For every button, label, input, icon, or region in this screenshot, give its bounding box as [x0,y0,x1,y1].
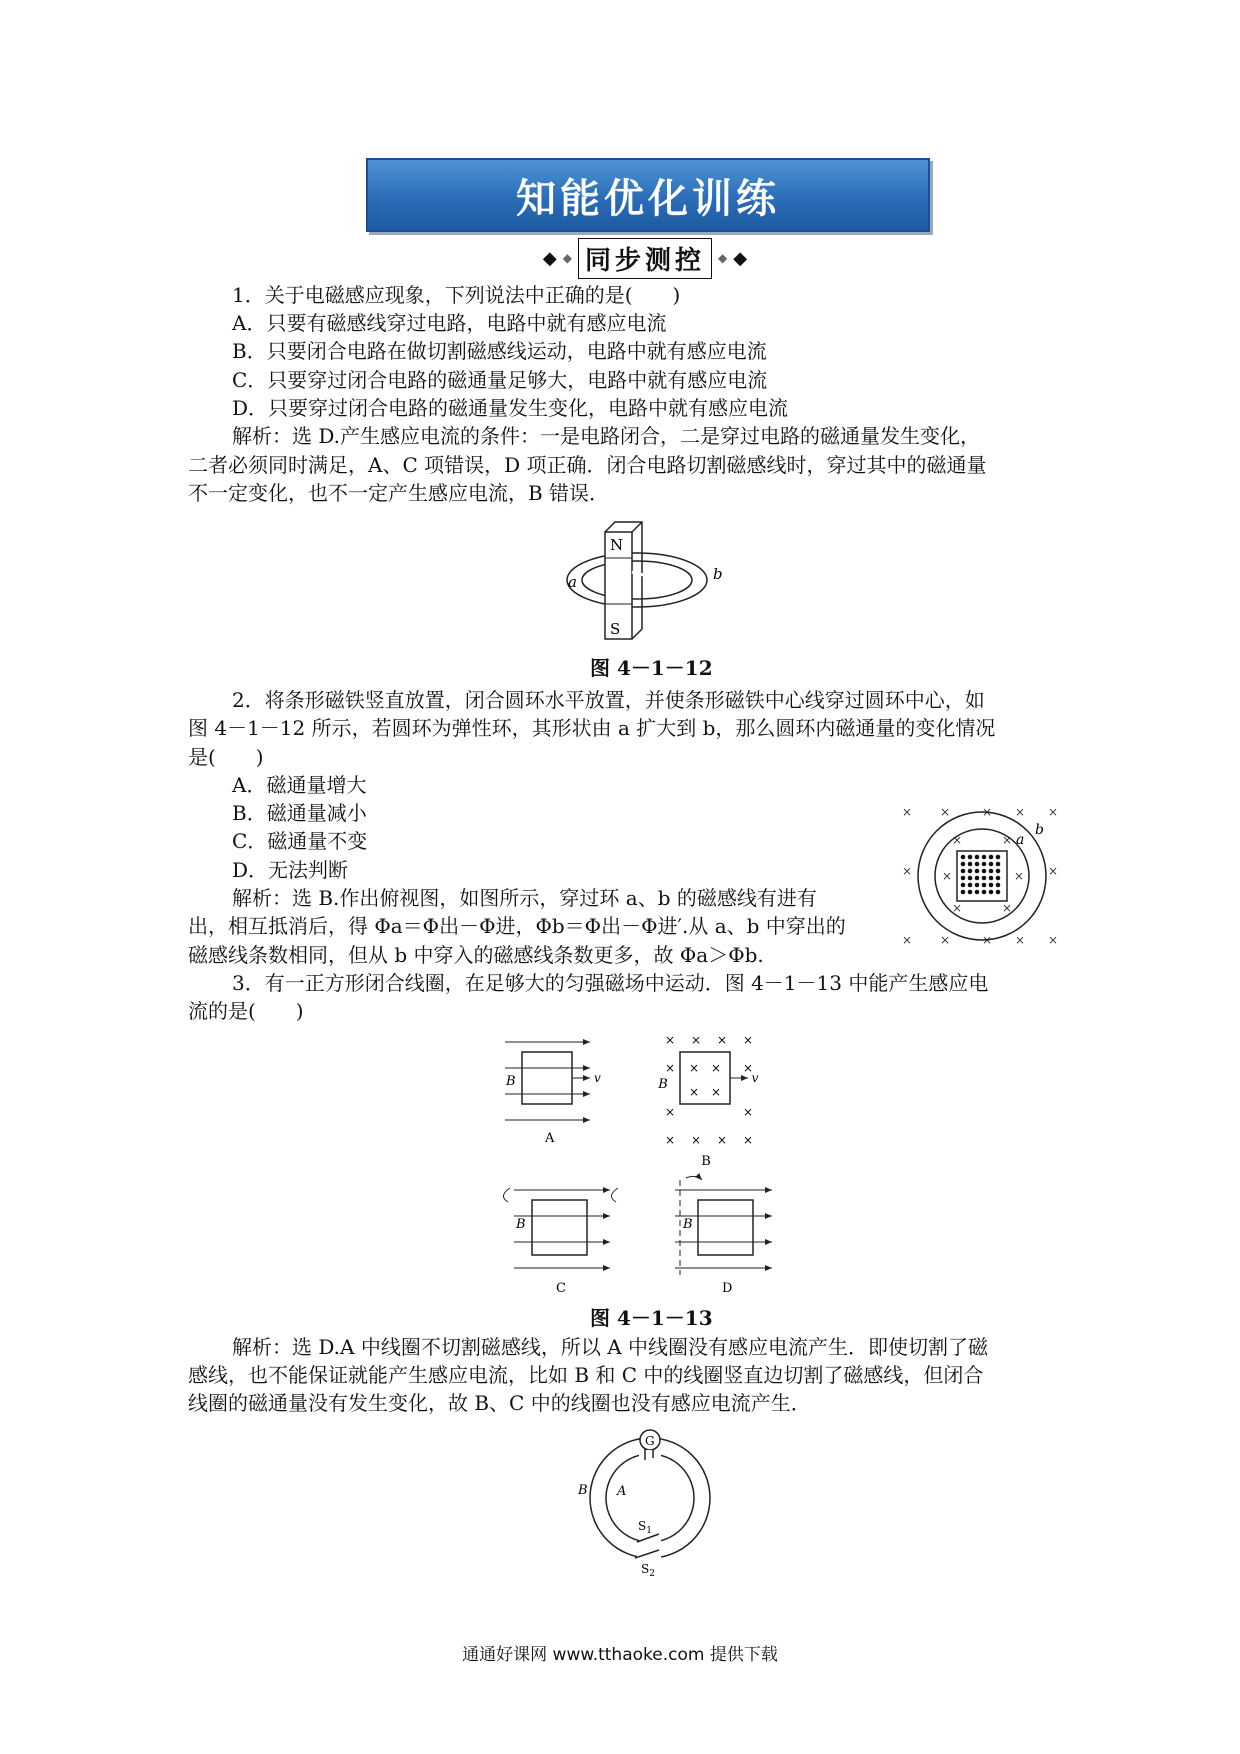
svg-text:×: × [1047,933,1059,947]
panel-a-label: A [545,1131,555,1146]
field-label: B [683,1217,693,1232]
q3-answer-line3: 线圈的磁通量没有发生变化，故 B、C 中的线圈也没有感应电流产生． [188,1391,811,1415]
svg-text:×: × [688,1085,700,1099]
field-label: B [516,1217,526,1232]
svg-text:×: × [716,1133,728,1147]
svg-text:×: × [742,1061,754,1075]
q1-option-c: C．只要穿过闭合电路的磁通量足够大，电路中就有感应电流 [232,368,768,392]
ring-b-label: b [713,565,723,583]
svg-text:×: × [1014,933,1026,947]
coil-b-label: B [578,1483,588,1498]
svg-text:×: × [901,933,913,947]
velocity-label: v [751,1071,759,1085]
q3-stem-line1: 3．有一正方形闭合线圈，在足够大的匀强磁场中运动．图 4－1－13 中能产生感应电 [232,971,989,995]
diamond-small-icon: ◆ [562,251,572,265]
svg-text:×: × [664,1033,676,1047]
switch-s1-label: $S_1$ [638,1519,652,1536]
svg-text:×: × [951,833,963,847]
q2-option-a: A．磁通量增大 [232,773,367,797]
svg-text:×: × [1047,864,1059,878]
panel-b [657,1033,758,1169]
panel-d-label: D [722,1281,733,1296]
svg-text:×: × [664,1133,676,1147]
panel-c [503,1188,618,1296]
diamond-icon: ◆ [733,247,748,269]
field-label: B [506,1074,516,1089]
svg-text:×: × [1001,901,1013,915]
svg-text:×: × [1014,805,1026,819]
subtitle-bar [515,238,775,278]
q2-option-c: C．磁通量不变 [232,829,368,853]
ring-a-label: a [568,573,577,591]
svg-text:×: × [688,1061,700,1075]
q1-stem: 1．关于电磁感应现象，下列说法中正确的是( ) [232,283,681,307]
panel-d [675,1176,772,1296]
svg-text:×: × [710,1061,722,1075]
diamond-icon: ◆ [542,247,557,269]
q1-option-d: D．只要穿过闭合电路的磁通量发生变化，电路中就有感应电流 [232,396,789,420]
q2-answer-line1: 解析：选 B.作出俯视图，如图所示，穿过环 a、b 的磁感线有进有 [232,886,817,910]
figure-circuit [575,1430,725,1579]
diamond-small-icon: ◆ [718,251,728,265]
svg-text:×: × [716,1033,728,1047]
ring-b-label: b [1035,822,1044,838]
svg-text:×: × [1047,805,1059,819]
svg-text:×: × [710,1085,722,1099]
svg-text:×: × [901,864,913,878]
galvanometer-label: G [645,1434,655,1448]
svg-text:×: × [939,805,951,819]
svg-text:×: × [664,1105,676,1119]
footer-text: 通通好课网 www.tthaoke.com 提供下载 [462,1645,778,1665]
banner-title: 知能优化训练 [516,175,780,222]
figure-coils [490,1030,790,1300]
q2-answer-line2: 出，相互抵消后，得 Φa＝Φ出－Φ进，Φb＝Φ出－Φ进′.从 a、b 中穿出的 [188,914,846,938]
q2-stem-line2: 图 4－1－12 所示，若圆环为弹性环，其形状由 a 扩大到 b，那么圆环内磁通量的变化情况 [188,716,996,740]
svg-text:×: × [742,1133,754,1147]
figure-12-caption: 图 4－1－12 [590,656,713,680]
q1-answer-line3: 不一定变化，也不一定产生感应电流，B 错误． [188,481,610,505]
q2-option-d: D．无法判断 [232,858,349,882]
field-label: B [658,1077,668,1092]
q1-option-b: B．只要闭合电路在做切割磁感线运动，电路中就有感应电流 [232,339,767,363]
velocity-label: v [594,1071,601,1085]
q1-answer-line1: 解析：选 D.产生感应电流的条件：一是电路闭合，二是穿过电路的磁通量发生变化， [232,424,981,448]
q2-stem-line1: 2．将条形磁铁竖直放置，闭合圆环水平放置，并使条形磁铁中心线穿过圆环中心，如 [232,688,985,712]
panel-b-label: B [701,1154,711,1169]
q3-stem-line2: 流的是( ) [188,999,304,1023]
svg-text:×: × [981,805,993,819]
svg-text:×: × [664,1061,676,1075]
svg-text:×: × [941,869,953,883]
switch-s2-label: $S_2$ [641,1562,655,1579]
svg-text:×: × [742,1033,754,1047]
q2-stem-line3: 是( ) [188,745,264,769]
south-pole-label: S [610,620,621,638]
svg-text:×: × [939,933,951,947]
q1-answer-line2: 二者必须同时满足，A、C 项错误，D 项正确．闭合电路切割磁感线时，穿过其中的磁通量 [188,453,987,477]
q3-answer-line2: 感线，也不能保证就能产生感应电流，比如 B 和 C 中的线圈竖直边切割了磁感线，但闭合 [188,1363,984,1387]
q2-answer-line3: 磁感线条数相同，但从 b 中穿入的磁感线条数更多，故 Φa＞Φb. [188,943,764,967]
svg-text:×: × [1013,869,1025,883]
subtitle: 同步测控 [578,238,712,279]
panel-a [505,1042,601,1146]
q1-option-a: A．只要有磁感线穿过电路，电路中就有感应电流 [232,311,667,335]
svg-text:×: × [901,805,913,819]
q2-option-b: B．磁通量减小 [232,801,367,825]
svg-text:×: × [690,1133,702,1147]
svg-text:×: × [951,901,963,915]
figure-13-caption: 图 4－1－13 [590,1306,713,1330]
svg-text:×: × [981,933,993,947]
figure-top-view [895,800,1065,950]
svg-text:×: × [690,1033,702,1047]
q3-answer-line1: 解析：选 D.A 中线圈不切割磁感线，所以 A 中线圈没有感应电流产生．即使切割了磁 [232,1335,988,1359]
panel-c-label: C [556,1281,566,1296]
figure-magnet-ring [555,512,725,642]
svg-text:×: × [742,1105,754,1119]
north-pole-label: N [610,536,624,554]
ring-a-label: a [1016,832,1025,848]
svg-text:×: × [1001,833,1013,847]
coil-a-label: A [617,1484,627,1499]
section-banner [366,158,930,232]
